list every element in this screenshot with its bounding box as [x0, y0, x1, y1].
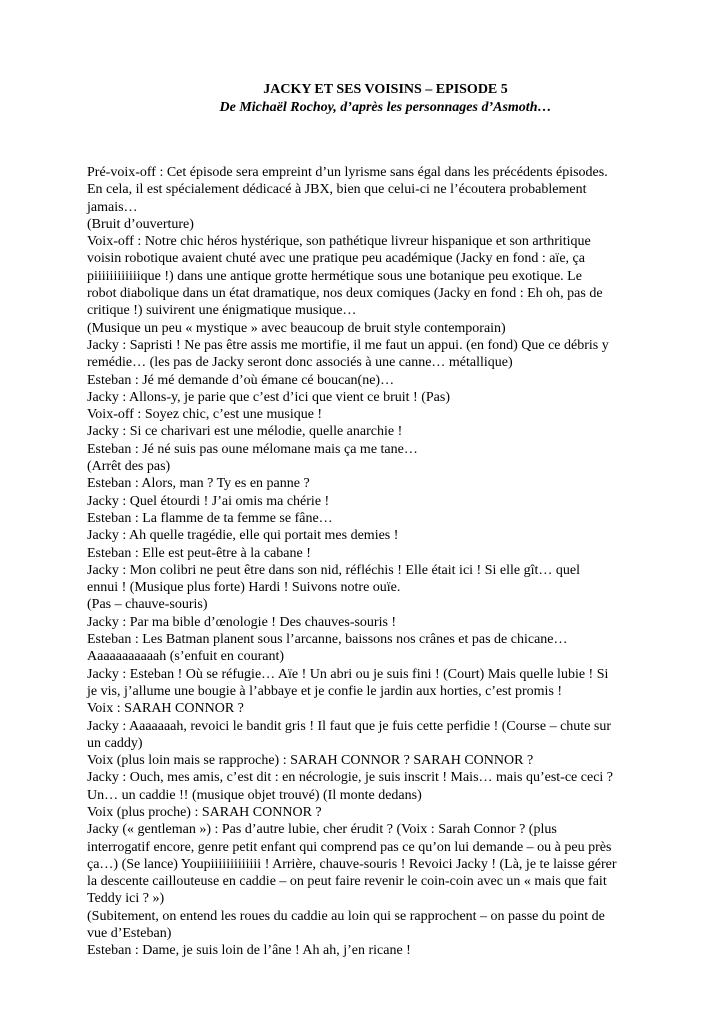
text-line: Jacky : Ouch, mes amis, c’est dit : en nécrologie, je suis inscrit ! Mais… mais qu’est-ce ceci ? — [87, 770, 614, 786]
text-line: Voix : SARAH CONNOR ? — [87, 701, 244, 717]
text-line: Esteban : Jé mé demande d’où émane cé boucan(ne)… — [87, 372, 395, 388]
text-line: Voix (plus proche) : SARAH CONNOR ? — [87, 804, 322, 820]
text-line: Jacky : Si ce charivari est une mélodie, quelle anarchie ! — [87, 424, 403, 440]
text-line: Jacky : Aaaaaaah, revoici le bandit gris ! Il faut que je fuis cette perfidie ! (Course – chute sur — [87, 718, 612, 734]
text-line: Voix (plus loin mais se rapproche) : SARAH CONNOR ? SARAH CONNOR ? — [87, 753, 534, 769]
text-line: vue d’Esteban) — [87, 926, 172, 942]
text-line: Un… un caddie !! (musique objet trouvé) (Il monte dedans) — [87, 787, 422, 803]
document-title: JACKY ET SES VOISINS – EPISODE 5 — [263, 82, 508, 97]
text-line: Esteban : Alors, man ? Ty es en panne ? — [87, 476, 310, 492]
text-line: la descente caillouteuse en caddie – on peut faire revenir le coin-coin avec un « mais que fait — [87, 874, 607, 890]
text-line: un caddy) — [87, 735, 143, 751]
text-line: Voix-off : Soyez chic, c’est une musique ! — [87, 407, 323, 423]
text-line: Jacky : Sapristi ! Ne pas être assis me mortifie, il me faut un appui. (en fond) Que ce débris y — [87, 337, 609, 353]
text-line: ça…) (Se lance) Youpiiiiiiiiiiiii ! Arrière, chauve-souris ! Revoici Jacky ! (Là, je te laisse gérer — [87, 856, 617, 872]
document-subtitle: De Michaël Rochoy, d’après les personnages d’Asmoth… — [219, 100, 552, 115]
text-line: (Arrêt des pas) — [87, 459, 171, 475]
text-line: Esteban : Dame, je suis loin de l’âne ! Ah ah, j’en ricane ! — [87, 943, 411, 959]
document-body — [87, 164, 684, 960]
text-line: Esteban : Jé né suis pas oune mélomane mais ça me tane… — [87, 441, 418, 457]
text-line: ennui ! (Musique plus forte) Hardi ! Suivons notre ouïe. — [87, 580, 401, 596]
text-line: robot diabolique dans un état dramatique, nos deux comiques (Jacky en fond : Eh oh, pas de — [87, 286, 603, 302]
text-line: Voix-off : Notre chic héros hystérique, son pathétique livreur hispanique et son arthritique — [87, 234, 591, 250]
text-line: Aaaaaaaaaaah (s’enfuit en courant) — [87, 649, 285, 665]
text-line: Esteban : Les Batman planent sous l’arcanne, baissons nos crânes et pas de chicane… — [87, 632, 568, 648]
text-line: critique !) suivirent une énigmatique musique… — [87, 303, 357, 319]
text-line: je vis, j’allume une bougie à l’abbaye et je confie le jardin aux horties, c’est promis ! — [87, 683, 563, 699]
text-line: Jacky : Mon colibri ne peut être dans son nid, réfléchis ! Elle était ici ! Si elle gît… quel — [87, 562, 580, 578]
text-line: voisin robotique avaient chuté avec une pratique peu académique (Jacky en fond : aïe, ça — [87, 251, 585, 267]
text-line: Pré-voix-off : Cet épisode sera empreint d’un lyrisme sans égal dans les précédents épisodes. — [87, 165, 608, 180]
text-line: piiiiiiiiiiiique !) dans une antique grotte hermétique sous une botanique peu exotique. Le — [87, 268, 582, 284]
text-line: (Musique un peu « mystique » avec beaucoup de bruit style contemporain) — [87, 320, 506, 336]
text-line: En cela, il est spécialement dédicacé à JBX, bien que celui-ci ne l’écoutera probablement — [87, 182, 587, 198]
text-line: Jacky : Quel étourdi ! J’ai omis ma chérie ! — [87, 493, 330, 509]
text-line: jamais… — [87, 199, 138, 215]
text-line: Esteban : La flamme de ta femme se fâne… — [87, 510, 333, 526]
text-line: Esteban : Elle est peut-être à la cabane ! — [87, 545, 311, 561]
text-line: Jacky : Par ma bible d’œnologie ! Des chauves-souris ! — [87, 614, 397, 630]
text-line: Jacky (« gentleman ») : Pas d’autre lubie, cher érudit ? (Voix : Sarah Connor ? (plus — [87, 822, 557, 838]
text-line: remédie… (les pas de Jacky seront donc associés à une canne… métallique) — [87, 355, 513, 371]
text-line: (Pas – chauve-souris) — [87, 597, 208, 613]
text-line: Teddy ici ? ») — [87, 891, 165, 907]
text-line: (Subitement, on entend les roues du caddie au loin qui se rapprochent – on passe du point de — [87, 908, 605, 924]
text-line: Jacky : Allons-y, je parie que c’est d’ici que vient ce bruit ! (Pas) — [87, 389, 450, 405]
text-line: interrogatif encore, genre petit enfant qui comprend pas ce qu’on lui demande – ou à peu près — [87, 839, 612, 855]
text-line: Jacky : Esteban ! Où se réfugie… Aïe ! Un abri ou je suis fini ! (Court) Mais quelle lubie ! Si — [87, 666, 609, 682]
text-line: (Bruit d’ouverture) — [87, 216, 194, 232]
text-line: Jacky : Ah quelle tragédie, elle qui portait mes demies ! — [87, 528, 399, 544]
